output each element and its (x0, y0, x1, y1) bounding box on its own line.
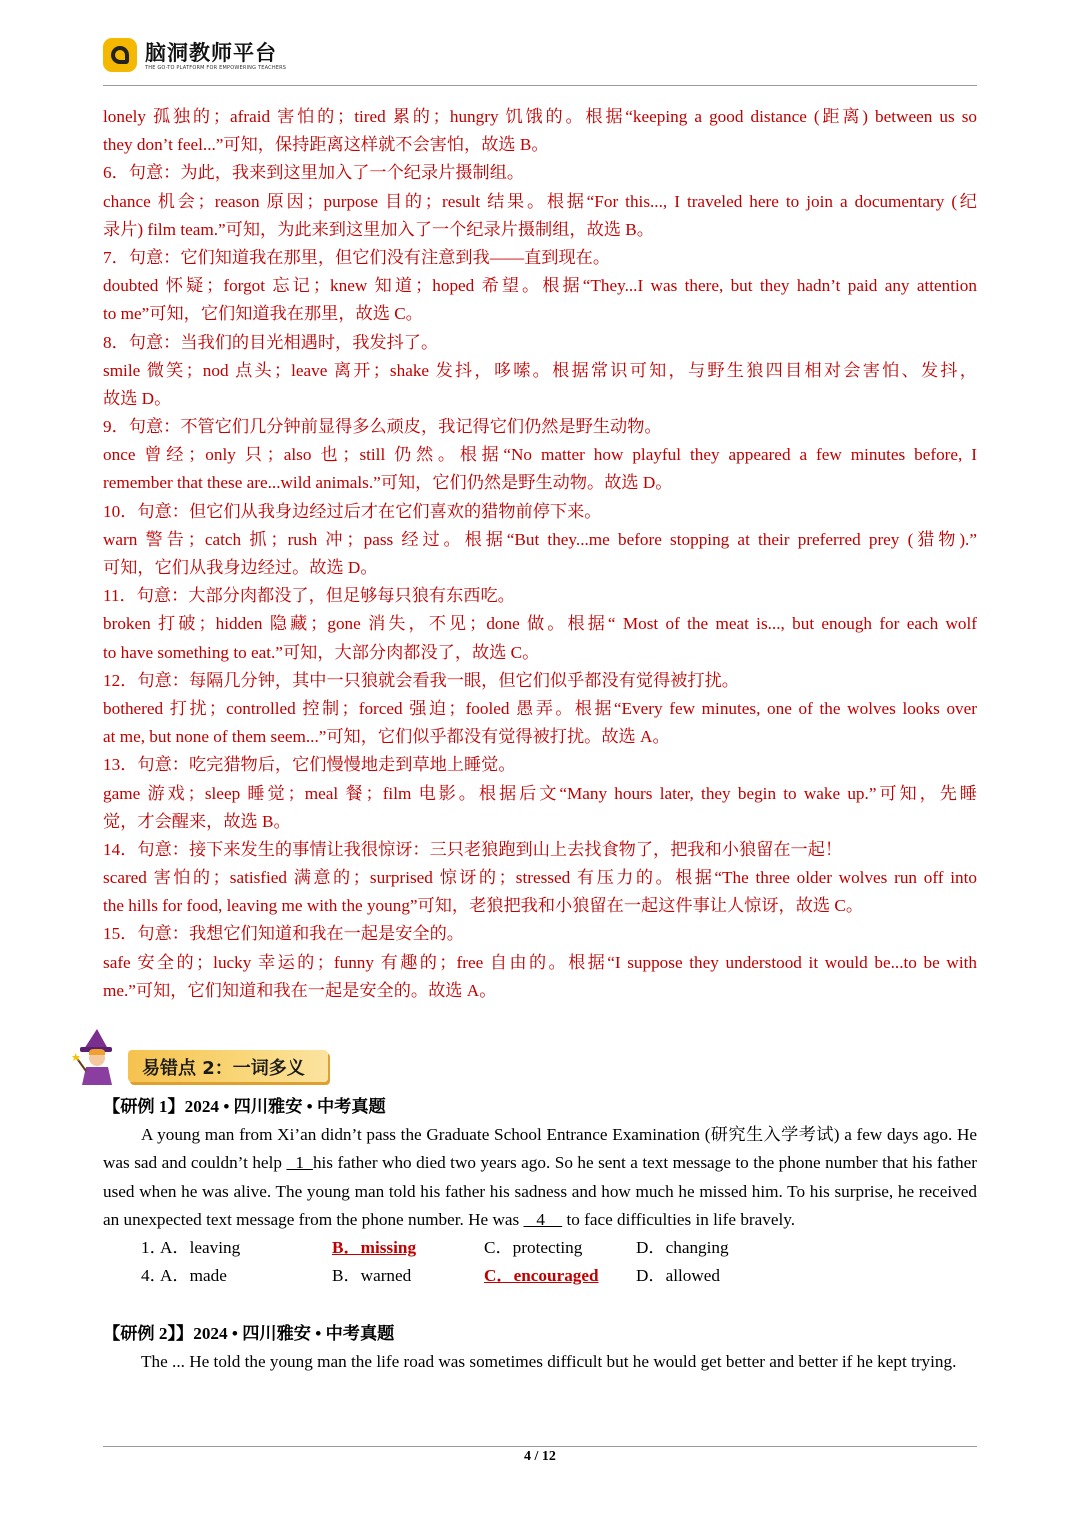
example-2-title: 【研例 2】】2024 • 四川雅安 • 中考真题 (103, 1324, 395, 1343)
question-1-options (103, 1234, 977, 1262)
example-2 (103, 1320, 977, 1376)
option-4d: D．allowed (636, 1266, 721, 1286)
example-2-passage: The ... He told the young man the life road was sometimes difficult but he would get better and better if he kept trying. (141, 1352, 957, 1372)
answer-line: smile 微笑；nod 点头；leave 离开；shake 发抖，哆嗦。根据常识可知，与野生狼四目相对会害怕、发抖， (103, 360, 977, 380)
answer-line: at me, but none of them seem...”可知，它们似乎都没有觉得被打扰。故选 A。 (103, 727, 670, 747)
option-1b-correct: B．missing (332, 1238, 417, 1257)
answer-line: me.”可知，它们知道和我在一起是安全的。故选 A。 (103, 980, 497, 1000)
answer-line: lonely 孤独的；afraid 害怕的；tired 累的；hungry 饥饿的。根据“keeping a good distance (距离) between us so (103, 107, 977, 126)
answer-line: 11．句意：大部分肉都没了，但足够每只狼有东西吃。 (103, 586, 515, 606)
answer-line: safe 安全的；lucky 幸运的；funny 有趣的；free 自由的。根据“I suppose they understood it would be...to be with (103, 952, 977, 972)
blank-1: 1 (286, 1153, 313, 1173)
answer-line: game 游戏；sleep 睡觉；meal 餐；film 电影。根据后文“Many hours later, they begin to wake up.”可知，先睡 (103, 783, 977, 803)
answer-line: remember that these are...wild animals.”可知，它们仍然是野生动物。故选 D。 (103, 473, 673, 493)
question-1-number: 1． (141, 1238, 167, 1257)
answer-line: 9．句意：不管它们几分钟前显得多么顽皮，我记得它们仍然是野生动物。 (103, 417, 662, 437)
answer-line: doubted 怀疑；forgot 忘记；knew 知道；hoped 希望。根据“They...I was there, but they hadn’t paid any attention (103, 276, 977, 296)
brand-name: 脑洞教师平台 (145, 41, 277, 65)
section-header (70, 1027, 370, 1089)
answer-line: scared 害怕的；satisfied 满意的；surprised 惊讶的；stressed 有压力的。根据“The three older wolves run off into (103, 868, 977, 888)
wizard-mascot-icon (70, 1027, 124, 1087)
brand-logo-icon (103, 38, 137, 72)
option-4a: A．made (160, 1266, 227, 1286)
answer-line: 13．句意：吃完猎物后，它们慢慢地走到草地上睡觉。 (103, 755, 516, 775)
answer-line: 14．句意：接下来发生的事情让我很惊讶：三只老狼跑到山上去找食物了，把我和小狼留在一起！ (103, 839, 843, 859)
answer-line: 15．句意：我想它们知道和我在一起是安全的。 (103, 924, 464, 944)
answer-line: 觉，才会醒来，故选 B。 (103, 811, 291, 831)
page-number: 4 / 12 (524, 1449, 556, 1464)
answer-line: broken 打破；hidden 隐藏；gone 消失，不见；done 做。根据“ Most of the meat is..., but enough for each wolf (103, 614, 977, 634)
passage-part-1: A young man from Xi’an didn’t pass the Graduate School Entrance Examination (研究生入学考试) a few days ago. He was sad and couldn’t help (103, 1125, 977, 1173)
answer-line: 6．句意：为此，我来到这里加入了一个纪录片摄制组。 (103, 163, 525, 183)
option-1d: D．changing (636, 1238, 729, 1257)
answer-line: 8．句意：当我们的目光相遇时，我发抖了。 (103, 332, 439, 352)
example-1-title: 【研例 1】2024 • 四川雅安 • 中考真题 (103, 1097, 386, 1116)
answer-line: warn 警告；catch 抓；rush 冲；pass 经过。根据“But they...me before stopping at their preferred prey (猎物).” (103, 529, 977, 549)
blank-4: 4 (523, 1209, 563, 1229)
header-divider (103, 85, 977, 86)
answer-line: 7．句意：它们知道我在那里，但它们没有注意到我——直到现在。 (103, 247, 611, 267)
answer-line: 故选 D。 (103, 388, 172, 408)
option-4c-correct: C．encouraged (484, 1266, 599, 1286)
option-1c: C．protecting (484, 1238, 583, 1257)
answer-line: 录片) film team.”可知，为此来到这里加入了一个纪录片摄制组，故选 B。 (103, 219, 654, 239)
example-1-passage (103, 1121, 977, 1234)
page-header (103, 36, 977, 88)
section-title: 易错点 2：一词多义 (142, 1058, 305, 1079)
answer-line: they don’t feel...”可知，保持距离这样就不会害怕，故选 B。 (103, 135, 549, 155)
brand-tagline: THE GO-TO PLATFORM FOR EMPOWERING TEACHERS (145, 65, 287, 71)
answer-line: the hills for food, leaving me with the young”可知，老狼把我和小狼留在一起这件事让人惊讶，故选 C。 (103, 896, 864, 916)
option-4b: B．warned (332, 1266, 412, 1286)
question-4-number: 4． (141, 1266, 167, 1286)
answer-line: once 曾经；only 只；also 也；still 仍然。根据“No matter how playful they appeared a few minutes before, I (103, 445, 977, 465)
answer-line: chance 机会；reason 原因；purpose 目的；result 结果。根据“For this..., I traveled here to join a documentary (纪 (103, 191, 977, 211)
answer-line: bothered 打扰；controlled 控制；forced 强迫；fooled 愚弄。根据“Every few minutes, one of the wolves looks over (103, 698, 977, 718)
answer-line: to me”可知，它们知道我在那里，故选 C。 (103, 304, 423, 324)
answer-line: 10．句意：但它们从我身边经过后才在它们喜欢的猎物前停下来。 (103, 501, 602, 521)
answer-line: to have something to eat.”可知，大部分肉都没了，故选 C。 (103, 642, 540, 662)
answer-explanations (103, 103, 977, 1005)
section-banner (128, 1050, 328, 1082)
passage-part-2: his father who died two years ago. So he sent a text message to the phone number that his father used when he was alive. The young man told his father his sadness and how much he missed him. To his surprise, he received an unexpected text message from the phone number. He was (103, 1153, 978, 1229)
answer-line: 12．句意：每隔几分钟，其中一只狼就会看我一眼，但它们似乎都没有觉得被打扰。 (103, 670, 739, 690)
question-4-options (103, 1262, 977, 1290)
passage-part-3: to face difficulties in life bravely. (562, 1209, 796, 1229)
answer-line: 可知，它们从我身边经过。故选 D。 (103, 558, 378, 577)
example-1 (103, 1093, 977, 1290)
option-1a: A．leaving (160, 1238, 241, 1257)
